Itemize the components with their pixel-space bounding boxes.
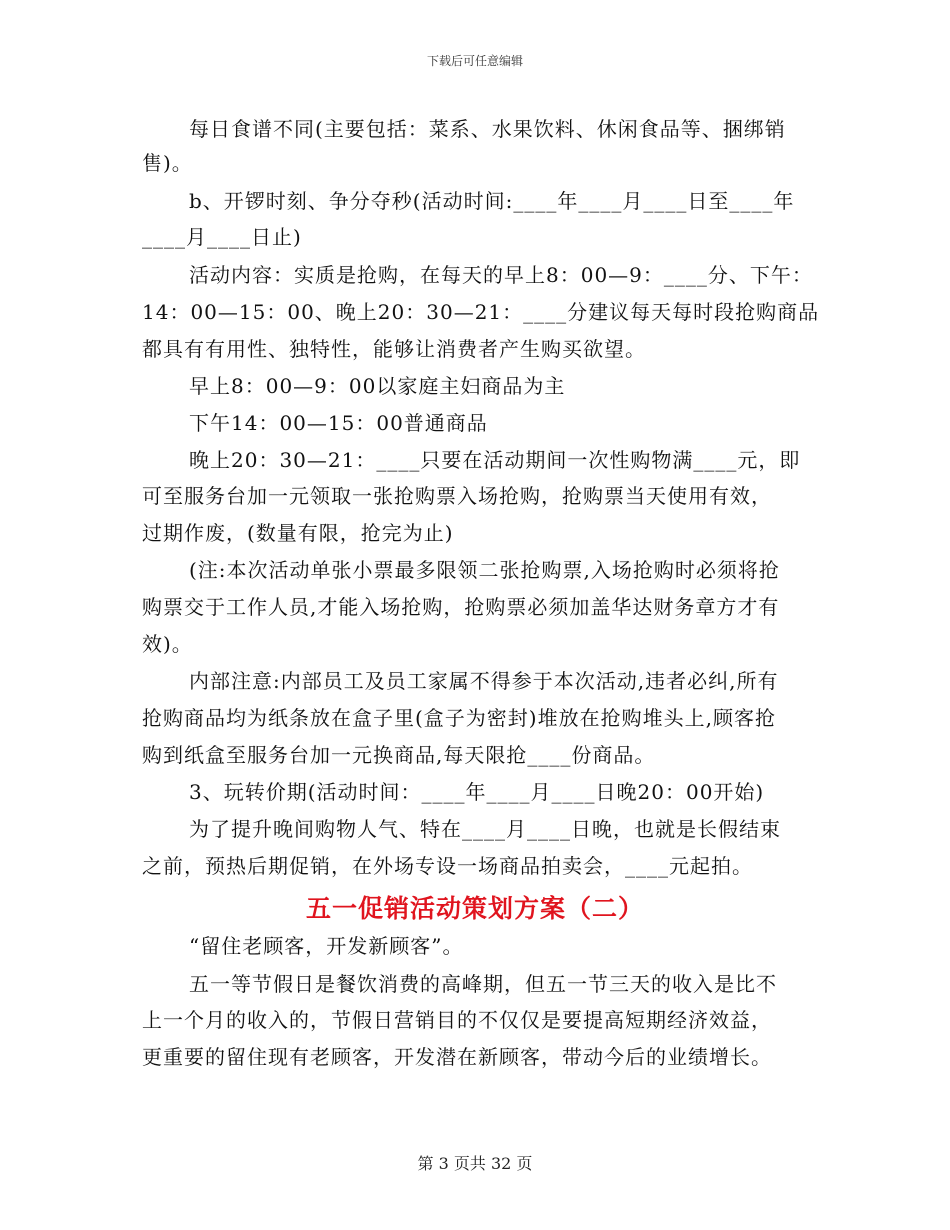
body-line: 上一个月的收入的，节假日营销目的不仅仅是要提高短期经济效益， — [142, 1008, 772, 1032]
body-line: 内部注意:内部员工及员工家属不得参于本次活动,违者必纠,所有 — [189, 669, 779, 693]
body-line: b、开锣时刻、争分夺秒(活动时间:____年____月____日至____年 — [189, 189, 795, 213]
body-line: “留住老顾客，开发新顾客”。 — [189, 934, 464, 958]
body-line: 活动内容：实质是抢购，在每天的早上8：00—9：____分、下午： — [189, 263, 813, 287]
page-header: 下载后可任意编辑 — [426, 54, 523, 68]
body-line: 3、玩转价期(活动时间：____年____月____日晚20：00开始) — [189, 780, 765, 804]
section-title: 五一促销活动策划方案（二） — [305, 894, 644, 923]
body-line: 抢购商品均为纸条放在盒子里(盒子为密封)堆放在抢购堆头上,顾客抢 — [142, 706, 776, 730]
page-footer: 第 3 页共 32 页 — [417, 1154, 533, 1173]
body-line: 14：00—15：00、晚上20：30—21：____分建议每天每时段抢购商品 — [142, 300, 820, 324]
body-line: 五一等节假日是餐饮消费的高峰期，但五一节三天的收入是比不 — [189, 972, 777, 996]
body-line: 都具有有用性、独特性，能够让消费者产生购买欲望。 — [142, 337, 646, 361]
body-line: 晚上20：30—21：____只要在活动期间一次性购物满____元，即 — [189, 448, 801, 472]
body-line: 可至服务台加一元领取一张抢购票入场抢购，抢购票当天使用有效， — [142, 484, 772, 508]
body-line: 下午14：00—15：00普通商品 — [189, 411, 488, 435]
body-line: 之前，预热后期促销，在外场专设一场商品拍卖会，____元起拍。 — [142, 854, 753, 878]
body-line: 每日食谱不同(主要包括：菜系、水果饮料、休闲食品等、捆绑销 — [189, 117, 786, 141]
body-line: 早上8：00—9：00以家庭主妇商品为主 — [189, 374, 566, 398]
body-line: 过期作废，(数量有限，抢完为止) — [142, 521, 454, 545]
body-line: 购票交于工作人员,才能入场抢购，抢购票必须加盖华达财务章方才有 — [142, 595, 780, 619]
body-line: 为了提升晚间购物人气、特在____月____日晚，也就是长假结束 — [189, 817, 781, 841]
body-line: 更重要的留住现有老顾客，开发潜在新顾客，带动今后的业绩增长。 — [142, 1045, 772, 1069]
body-line: 效)。 — [142, 632, 193, 656]
body-line: (注:本次活动单张小票最多限领二张抢购票,入场抢购时必须将抢 — [189, 558, 780, 582]
body-line: 购到纸盒至服务台加一元换商品,每天限抢____份商品。 — [142, 743, 656, 767]
body-line: ____月____日止) — [142, 225, 302, 249]
body-line: 售)。 — [142, 151, 193, 175]
